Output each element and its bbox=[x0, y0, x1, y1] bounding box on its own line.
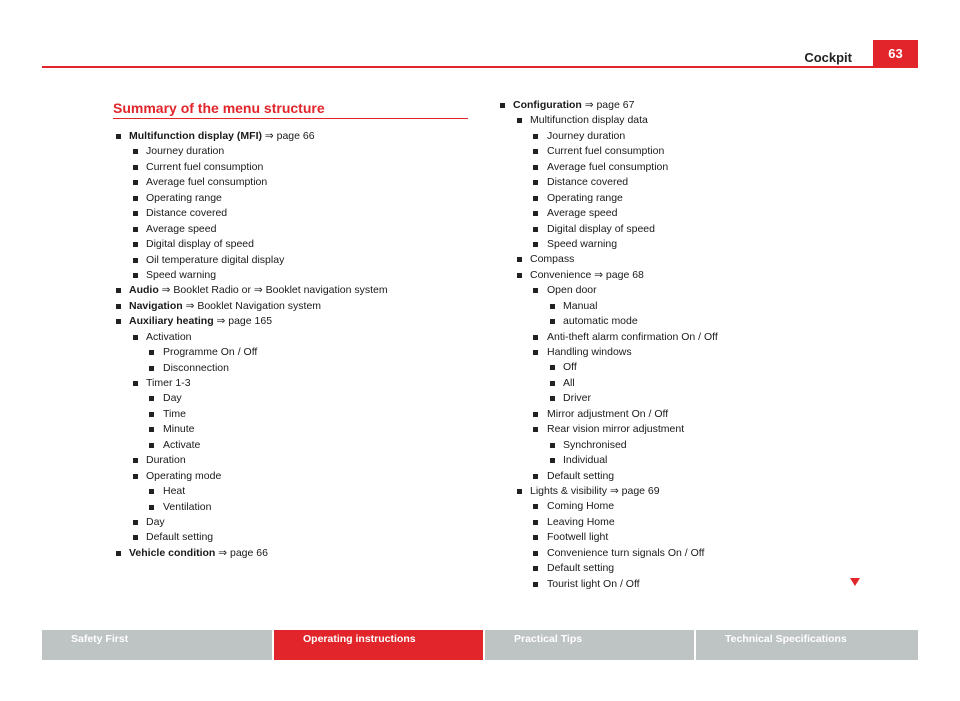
menu-item-label: Rear vision mirror adjustment bbox=[547, 423, 685, 436]
menu-list-item bbox=[113, 530, 388, 545]
menu-item-label: Coming Home bbox=[547, 500, 615, 513]
menu-item-bold-label: Auxiliary heating bbox=[129, 315, 214, 328]
menu-item-text bbox=[113, 130, 315, 142]
bullet-icon bbox=[533, 149, 538, 154]
menu-list-item bbox=[113, 500, 388, 515]
bullet-icon bbox=[116, 288, 121, 293]
menu-item-text bbox=[497, 361, 577, 373]
menu-list-item bbox=[113, 175, 388, 190]
menu-item-label: Average fuel consumption bbox=[146, 176, 268, 189]
menu-item-label: Oil temperature digital display bbox=[146, 253, 285, 266]
bullet-icon bbox=[133, 227, 138, 232]
menu-item-text bbox=[497, 439, 627, 451]
menu-item-text bbox=[113, 454, 186, 466]
menu-item-label: ⇒ page 67 bbox=[581, 99, 635, 111]
menu-list-item bbox=[113, 345, 388, 360]
menu-item-text bbox=[497, 176, 628, 188]
menu-item-label: Heat bbox=[163, 485, 186, 498]
menu-item-label: ⇒ page 66 bbox=[261, 130, 315, 142]
menu-item-text bbox=[497, 145, 664, 157]
bullet-icon bbox=[533, 535, 538, 540]
menu-item-text bbox=[113, 501, 211, 513]
bullet-icon bbox=[550, 319, 555, 324]
menu-item-label: ⇒ page 165 bbox=[213, 315, 273, 328]
menu-list-item bbox=[113, 515, 388, 530]
menu-list-item bbox=[113, 361, 388, 376]
bullet-icon bbox=[533, 412, 538, 417]
menu-item-label: Journey duration bbox=[146, 145, 225, 158]
bullet-icon bbox=[533, 551, 538, 556]
menu-item-text bbox=[497, 315, 638, 327]
menu-list-item bbox=[113, 160, 388, 175]
menu-item-text bbox=[497, 223, 655, 235]
bullet-icon bbox=[550, 381, 555, 386]
bullet-icon bbox=[533, 582, 538, 587]
menu-item-bold-label: Configuration bbox=[513, 99, 582, 111]
menu-item-label: Mirror adjustment On / Off bbox=[547, 407, 669, 420]
menu-list-item bbox=[113, 484, 388, 499]
bullet-icon bbox=[533, 134, 538, 139]
menu-item-text bbox=[497, 470, 614, 482]
menu-list-item bbox=[113, 314, 388, 329]
menu-item-text bbox=[497, 192, 623, 204]
menu-list-item bbox=[497, 237, 718, 252]
menu-list-item bbox=[113, 299, 388, 314]
bullet-icon bbox=[116, 134, 121, 139]
menu-item-text bbox=[113, 315, 272, 327]
menu-item-text bbox=[497, 99, 634, 111]
menu-item-text bbox=[497, 547, 704, 559]
bullet-icon bbox=[533, 211, 538, 216]
menu-item-text bbox=[497, 392, 591, 404]
menu-list-item bbox=[497, 330, 718, 345]
bullet-icon bbox=[533, 504, 538, 509]
menu-item-label: Current fuel consumption bbox=[547, 145, 665, 158]
menu-list-item bbox=[113, 391, 388, 406]
bullet-icon bbox=[149, 505, 154, 510]
bullet-icon bbox=[133, 196, 138, 201]
menu-list-item bbox=[113, 222, 388, 237]
menu-list-item bbox=[497, 438, 718, 453]
bullet-icon bbox=[149, 396, 154, 401]
menu-item-label: Default setting bbox=[547, 562, 615, 575]
menu-item-label: Anti-theft alarm confirmation On / Off bbox=[547, 330, 718, 343]
menu-item-label: Programme On / Off bbox=[163, 346, 258, 359]
bullet-icon bbox=[133, 149, 138, 154]
menu-item-label: ⇒ Booklet Navigation system bbox=[182, 299, 322, 312]
menu-list-item bbox=[497, 206, 718, 221]
menu-item-label: Operating range bbox=[547, 191, 623, 204]
menu-item-label: Current fuel consumption bbox=[146, 160, 264, 173]
menu-item-text bbox=[113, 531, 213, 543]
bullet-icon bbox=[149, 350, 154, 355]
menu-list-item bbox=[497, 160, 718, 175]
bullet-icon bbox=[550, 365, 555, 370]
menu-list-item bbox=[497, 314, 718, 329]
menu-item-label: All bbox=[563, 376, 575, 389]
menu-item-label: Multifunction display data bbox=[530, 114, 648, 127]
menu-item-label: Operating mode bbox=[146, 469, 222, 482]
bullet-icon bbox=[533, 180, 538, 185]
menu-item-text bbox=[497, 331, 718, 343]
bullet-icon bbox=[116, 304, 121, 309]
menu-list-item bbox=[113, 268, 388, 283]
menu-item-label: Speed warning bbox=[146, 268, 217, 281]
menu-item-label: Leaving Home bbox=[547, 515, 615, 528]
menu-item-text bbox=[113, 346, 257, 358]
menu-list-item bbox=[497, 546, 718, 561]
footer-tab-technical-specifications[interactable]: Technical Specifications bbox=[696, 630, 918, 660]
bullet-icon bbox=[533, 227, 538, 232]
menu-item-text bbox=[497, 253, 574, 265]
menu-item-text bbox=[497, 238, 617, 250]
bullet-icon bbox=[517, 273, 522, 278]
menu-item-label: Day bbox=[163, 392, 182, 405]
bullet-icon bbox=[133, 474, 138, 479]
bullet-icon bbox=[133, 335, 138, 340]
menu-list-item bbox=[113, 546, 388, 561]
menu-item-label: Handling windows bbox=[547, 346, 632, 358]
menu-item-label: Individual bbox=[563, 454, 608, 467]
bullet-icon bbox=[533, 350, 538, 355]
menu-list-item bbox=[497, 453, 718, 468]
menu-list-item bbox=[497, 422, 718, 437]
bullet-icon bbox=[533, 427, 538, 432]
bullet-icon bbox=[133, 273, 138, 278]
menu-list-item bbox=[497, 345, 718, 360]
menu-list-item bbox=[113, 237, 388, 252]
menu-list-item bbox=[113, 191, 388, 206]
menu-item-label: Digital display of speed bbox=[547, 222, 655, 235]
menu-item-bold-label: Vehicle condition bbox=[129, 546, 216, 559]
menu-list-item bbox=[497, 222, 718, 237]
menu-item-text bbox=[113, 192, 222, 204]
menu-list-item bbox=[497, 252, 718, 267]
menu-item-text bbox=[497, 578, 640, 590]
running-header-title: Cockpit bbox=[804, 50, 852, 65]
menu-list-left bbox=[113, 129, 388, 561]
menu-item-text bbox=[497, 516, 615, 528]
menu-item-label: ⇒ page 66 bbox=[215, 546, 268, 559]
section-heading-rule bbox=[113, 118, 468, 119]
menu-list-right bbox=[497, 98, 718, 592]
menu-list-item bbox=[113, 469, 388, 484]
menu-item-text bbox=[497, 300, 597, 312]
bullet-icon bbox=[533, 335, 538, 340]
menu-list-item bbox=[497, 499, 718, 514]
bullet-icon bbox=[533, 165, 538, 170]
menu-item-label: Day bbox=[146, 515, 165, 528]
menu-item-text bbox=[497, 500, 614, 512]
menu-item-label: Average speed bbox=[547, 207, 618, 220]
bullet-icon bbox=[116, 319, 121, 324]
bullet-icon bbox=[517, 118, 522, 123]
menu-item-text bbox=[497, 161, 668, 173]
menu-list-item bbox=[113, 453, 388, 468]
bullet-icon bbox=[133, 535, 138, 540]
bullet-icon bbox=[533, 474, 538, 479]
bullet-icon bbox=[133, 258, 138, 263]
bullet-icon bbox=[533, 196, 538, 201]
menu-item-label: Convenience ⇒ page 68 bbox=[530, 268, 644, 281]
bullet-icon bbox=[133, 180, 138, 185]
menu-item-label: Default setting bbox=[146, 531, 214, 544]
bullet-icon bbox=[116, 551, 121, 556]
menu-item-label: Digital display of speed bbox=[146, 238, 254, 251]
bullet-icon bbox=[149, 366, 154, 371]
menu-list-item bbox=[497, 144, 718, 159]
menu-list-item bbox=[497, 376, 718, 391]
bullet-icon bbox=[133, 381, 138, 386]
menu-item-text bbox=[113, 284, 388, 296]
menu-item-bold-label: Navigation bbox=[129, 299, 183, 312]
bullet-icon bbox=[533, 566, 538, 571]
menu-item-label: Distance covered bbox=[547, 176, 629, 189]
menu-item-label: Time bbox=[163, 407, 186, 420]
menu-item-text bbox=[497, 562, 614, 574]
menu-list-item bbox=[497, 530, 718, 545]
continue-arrow-icon bbox=[850, 578, 860, 586]
bullet-icon bbox=[133, 211, 138, 216]
menu-list-item bbox=[497, 283, 718, 298]
menu-list-item bbox=[113, 330, 388, 345]
menu-list-item bbox=[497, 391, 718, 406]
menu-list-item bbox=[113, 206, 388, 221]
menu-item-label: Journey duration bbox=[547, 129, 626, 142]
bullet-icon bbox=[533, 288, 538, 293]
menu-list-item bbox=[113, 422, 388, 437]
menu-item-bold-label: Audio bbox=[129, 284, 159, 297]
page-number: 63 bbox=[873, 40, 918, 67]
menu-item-text bbox=[113, 516, 165, 528]
menu-item-label: Compass bbox=[530, 253, 575, 266]
menu-item-label: Manual bbox=[563, 299, 598, 312]
bullet-icon bbox=[550, 458, 555, 463]
menu-item-label: Off bbox=[563, 361, 577, 374]
menu-item-text bbox=[497, 207, 617, 219]
menu-item-text bbox=[113, 547, 268, 559]
menu-item-label: Disconnection bbox=[163, 361, 229, 374]
menu-item-label: Average speed bbox=[146, 222, 217, 235]
footer-tab-practical-tips[interactable]: Practical Tips bbox=[485, 630, 694, 660]
section-heading: Summary of the menu structure bbox=[113, 100, 325, 116]
menu-list-item bbox=[497, 113, 718, 128]
menu-list-item bbox=[497, 98, 718, 113]
menu-list-item bbox=[497, 407, 718, 422]
menu-list-item bbox=[113, 144, 388, 159]
menu-item-text bbox=[113, 377, 191, 389]
menu-item-text bbox=[497, 284, 597, 296]
menu-item-text bbox=[113, 145, 224, 157]
menu-item-text bbox=[113, 362, 229, 374]
bullet-icon bbox=[517, 489, 522, 494]
menu-list-item bbox=[497, 360, 718, 375]
menu-item-bold-label: Multifunction display (MFI) bbox=[129, 130, 262, 142]
menu-list-item bbox=[113, 376, 388, 391]
menu-list-item bbox=[497, 577, 718, 592]
bullet-icon bbox=[550, 304, 555, 309]
menu-item-label: Ventilation bbox=[163, 500, 212, 513]
menu-item-text bbox=[113, 207, 227, 219]
menu-item-label: Activate bbox=[163, 438, 201, 451]
menu-list-item bbox=[113, 253, 388, 268]
menu-item-label: Default setting bbox=[547, 469, 615, 482]
menu-item-label: Average fuel consumption bbox=[547, 160, 669, 173]
bullet-icon bbox=[533, 242, 538, 247]
menu-list-item bbox=[497, 561, 718, 576]
menu-list-item bbox=[113, 129, 388, 144]
bullet-icon bbox=[500, 103, 505, 108]
menu-item-text bbox=[497, 531, 608, 543]
menu-list-item bbox=[497, 299, 718, 314]
menu-item-text bbox=[497, 346, 632, 358]
menu-item-label: Tourist light On / Off bbox=[547, 577, 640, 590]
menu-item-text bbox=[497, 423, 684, 435]
menu-item-label: Operating range bbox=[146, 191, 222, 204]
bullet-icon bbox=[149, 427, 154, 432]
menu-list-item bbox=[497, 484, 718, 499]
menu-item-label: Synchronised bbox=[563, 438, 627, 451]
menu-item-label: Open door bbox=[547, 284, 597, 297]
menu-item-label: Minute bbox=[163, 423, 195, 436]
menu-item-text bbox=[113, 470, 221, 482]
bullet-icon bbox=[517, 257, 522, 262]
menu-item-label: Duration bbox=[146, 454, 186, 467]
menu-item-text bbox=[113, 223, 216, 235]
bullet-icon bbox=[533, 520, 538, 525]
menu-list-item bbox=[497, 191, 718, 206]
footer-tab-safety-first[interactable]: Safety First bbox=[42, 630, 272, 660]
footer-tab-operating-instructions[interactable]: Operating instructions bbox=[274, 630, 483, 660]
menu-list-item bbox=[113, 407, 388, 422]
menu-item-text bbox=[113, 392, 182, 404]
menu-item-text bbox=[113, 300, 321, 312]
menu-item-text bbox=[113, 331, 192, 343]
menu-list-item bbox=[497, 515, 718, 530]
menu-item-label: automatic mode bbox=[563, 315, 638, 328]
menu-item-label: Distance covered bbox=[146, 207, 228, 220]
header-rule bbox=[42, 66, 918, 68]
menu-item-label: ⇒ Booklet Radio or ⇒ Booklet navigation system bbox=[158, 284, 388, 297]
menu-item-label: Footwell light bbox=[547, 531, 609, 544]
menu-list-item bbox=[497, 175, 718, 190]
bullet-icon bbox=[133, 165, 138, 170]
menu-item-label: Driver bbox=[563, 392, 591, 405]
bullet-icon bbox=[133, 458, 138, 463]
menu-item-label: Activation bbox=[146, 330, 192, 343]
menu-item-label: Convenience turn signals On / Off bbox=[547, 546, 705, 559]
bullet-icon bbox=[133, 242, 138, 247]
bullet-icon bbox=[149, 412, 154, 417]
menu-item-text bbox=[113, 439, 200, 451]
menu-item-text bbox=[497, 377, 575, 389]
menu-list-item bbox=[113, 283, 388, 298]
menu-list-item bbox=[497, 469, 718, 484]
menu-list-item bbox=[113, 438, 388, 453]
menu-item-text bbox=[497, 130, 625, 142]
menu-item-text bbox=[113, 269, 216, 281]
menu-item-label: Speed warning bbox=[547, 237, 618, 250]
menu-item-text bbox=[497, 408, 668, 420]
menu-list-item bbox=[497, 129, 718, 144]
bullet-icon bbox=[550, 443, 555, 448]
menu-item-label: Timer 1-3 bbox=[146, 377, 191, 389]
bullet-icon bbox=[133, 520, 138, 525]
bullet-icon bbox=[149, 489, 154, 494]
bullet-icon bbox=[550, 396, 555, 401]
menu-list-item bbox=[497, 268, 718, 283]
menu-item-label: Lights & visibility ⇒ page 69 bbox=[530, 484, 660, 497]
bullet-icon bbox=[149, 443, 154, 448]
menu-item-text bbox=[113, 254, 284, 266]
